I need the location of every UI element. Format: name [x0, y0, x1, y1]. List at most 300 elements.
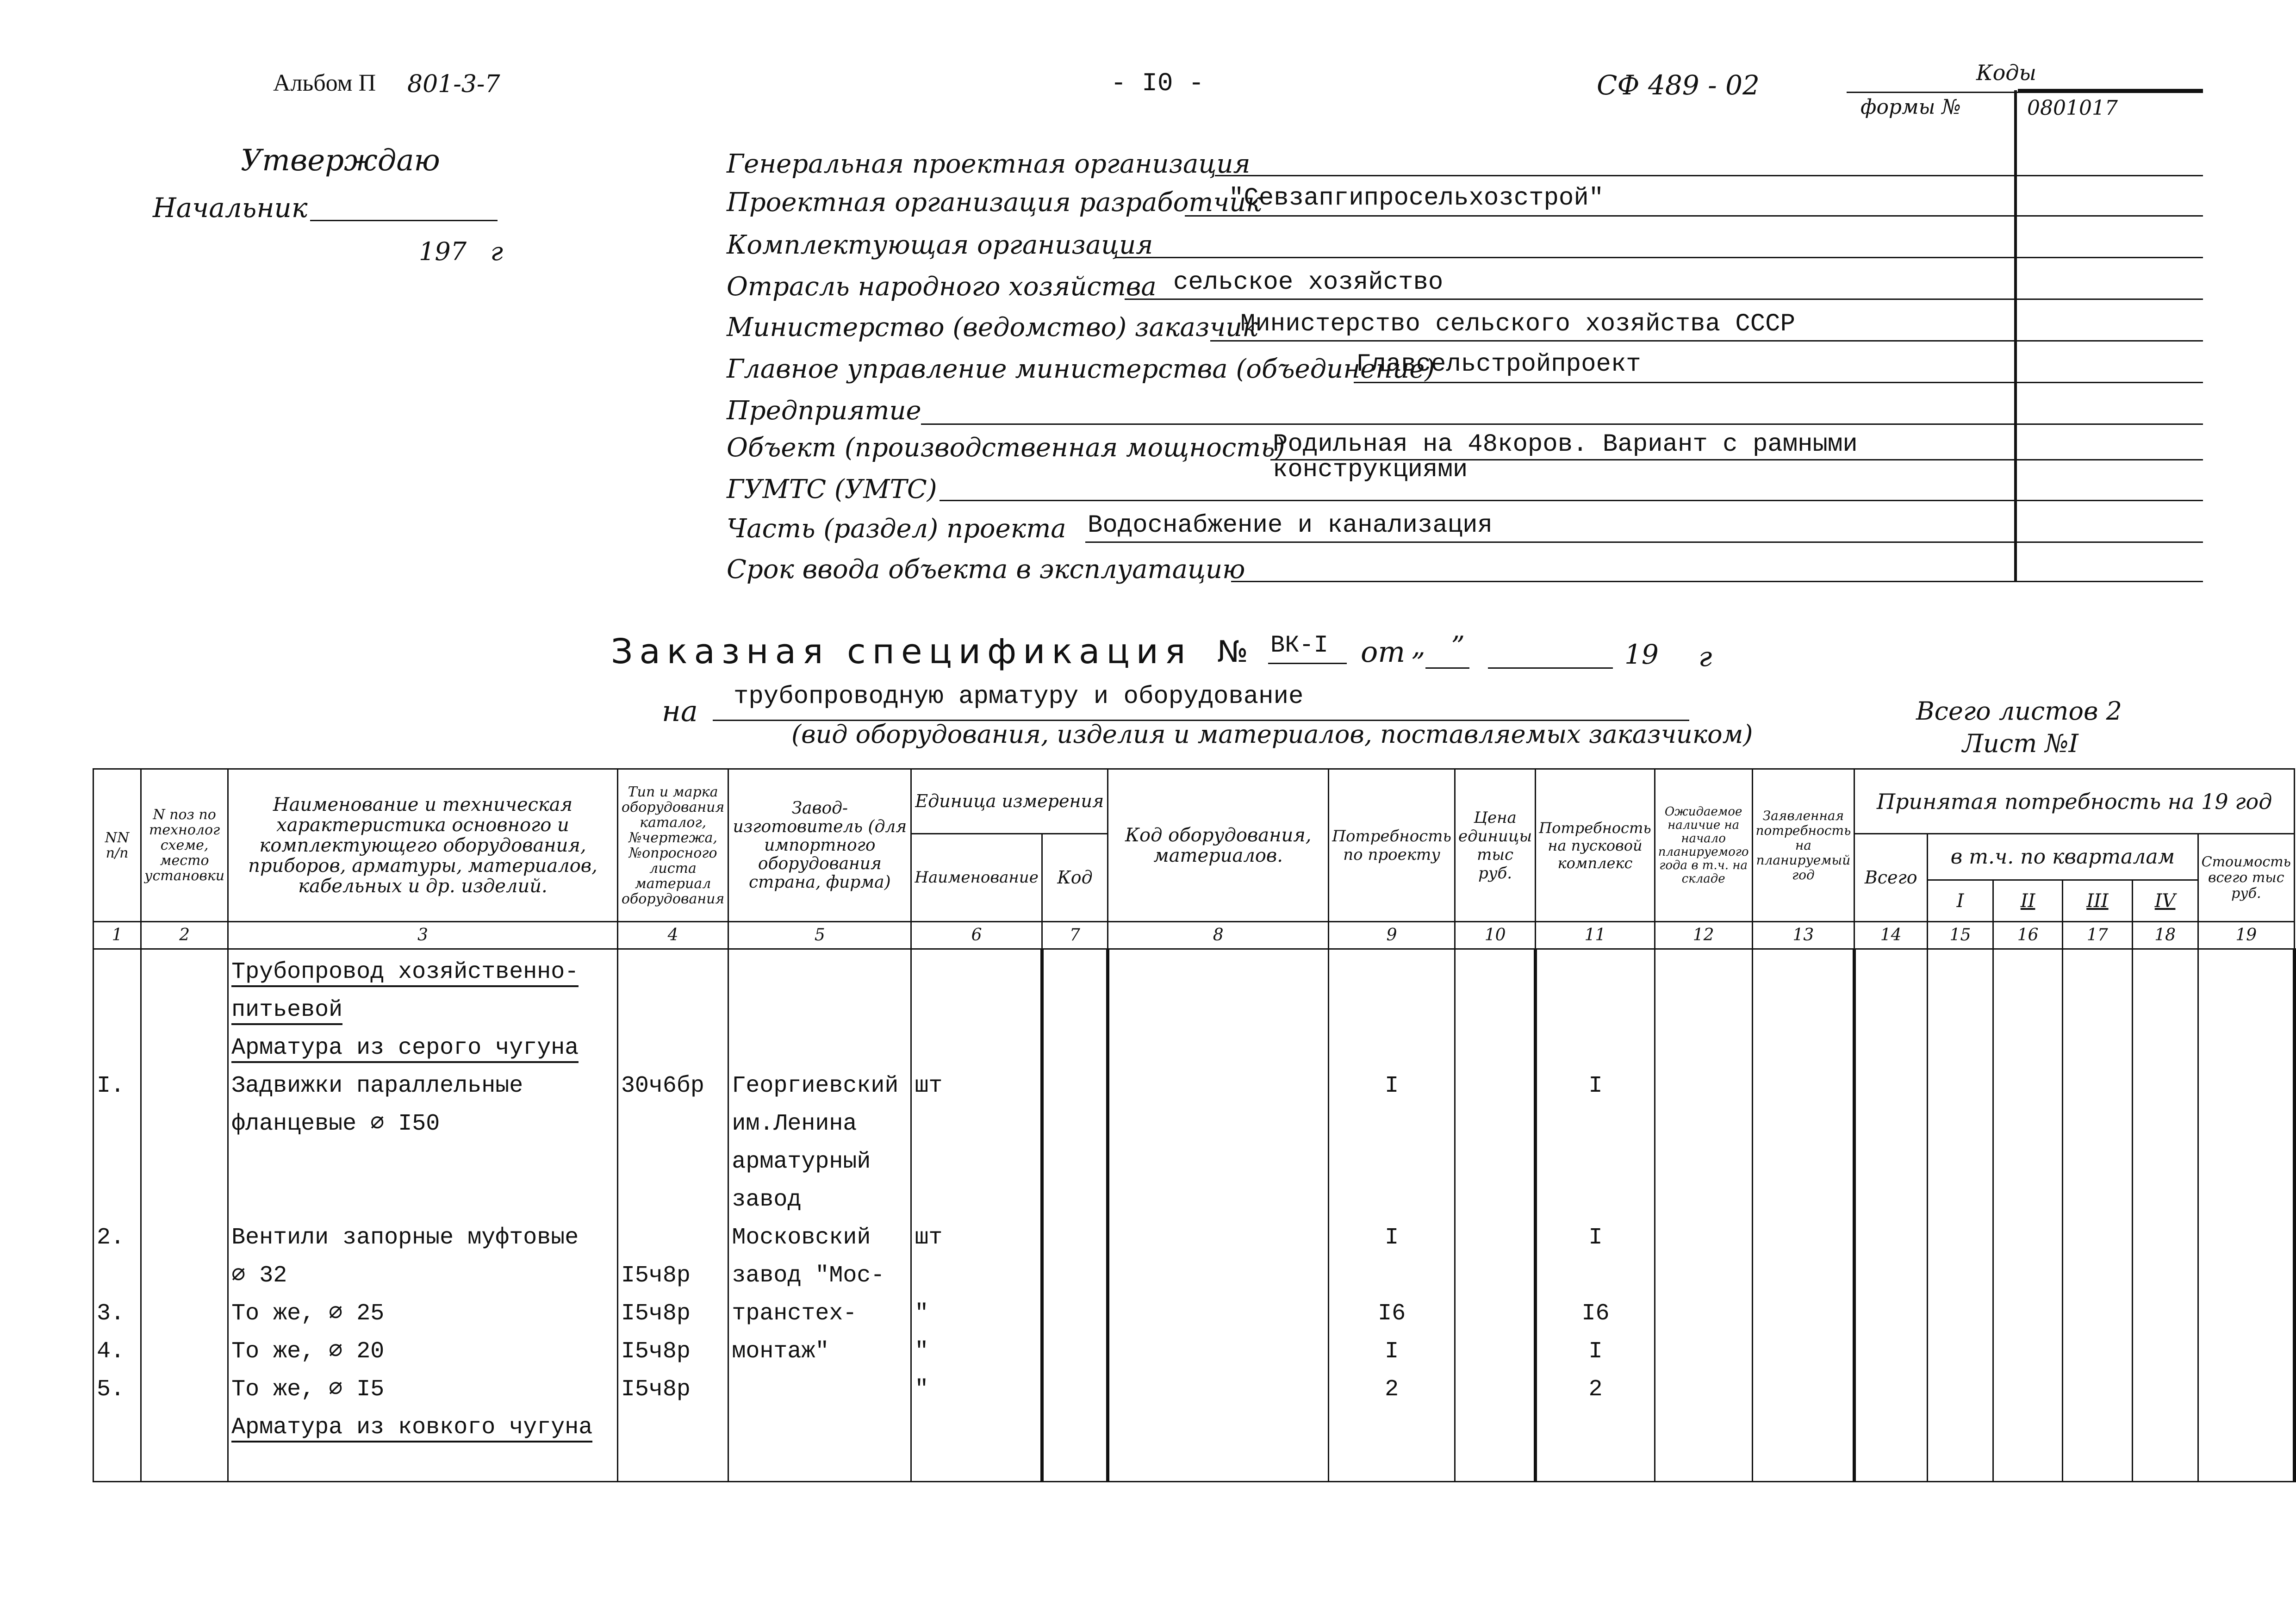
row-item-name: Задвижки параллельные: [228, 1063, 618, 1101]
row-position: [141, 1139, 228, 1177]
row-total: [1854, 1405, 1928, 1443]
row-q2: [1993, 1101, 2063, 1139]
row-cost: [2198, 1063, 2294, 1101]
row-equipment-code: [1108, 988, 1329, 1026]
col-header-price: Цена единицы тыс руб.: [1455, 769, 1535, 922]
field-line-gumts: [940, 500, 2203, 501]
row-unit-code: [1042, 1139, 1108, 1177]
row-q1: [1928, 1026, 1993, 1063]
row-item-name-text: питьевой: [231, 997, 342, 1025]
row-unit: [911, 1101, 1042, 1139]
row-type: I5ч8р: [617, 1329, 728, 1367]
album-label: Альбом П: [273, 70, 376, 96]
row-unit: ": [911, 1367, 1042, 1405]
field-label-enterprise: Предприятие: [727, 396, 921, 426]
row-cost: [2198, 1405, 2294, 1443]
row-q1: [1928, 1101, 1993, 1139]
row-type: [617, 1177, 728, 1215]
row-total: [1854, 1139, 1928, 1177]
row-unit: [911, 988, 1042, 1026]
row-need-project: I: [1329, 1063, 1455, 1101]
row-cost: [2198, 1367, 2294, 1405]
codes-line: [1847, 92, 2203, 93]
doc-code: СФ 489 - 02: [1597, 69, 1760, 101]
row-q4: [2132, 1101, 2198, 1139]
row-unit-code: [1042, 988, 1108, 1026]
row-q2: [1993, 1177, 2063, 1215]
row-q1: [1928, 1215, 1993, 1253]
field-label-supply-org: Комплектующая организация: [727, 230, 1153, 260]
row-item-name: [228, 1443, 618, 1482]
row-type: 30ч6бр: [617, 1063, 728, 1101]
field-line-design-org: [1185, 215, 2203, 217]
row-item-name-text: Арматура из серого чугуна: [231, 1035, 579, 1063]
col-number: 2: [141, 922, 228, 949]
col-header-name: Наименование и техническая характеристика основного и комплектующего оборудования, приборов, арматуры, материалов, кабельных и др. изделий.: [228, 769, 618, 922]
col-number: 16: [1993, 922, 2063, 949]
row-item-name: Вентили запорные муфтовые: [228, 1215, 618, 1253]
row-position: [141, 1215, 228, 1253]
col-number: 10: [1455, 922, 1535, 949]
col-header-q1: I: [1928, 880, 1993, 922]
col-number: 12: [1655, 922, 1752, 949]
row-expected-stock: [1655, 1063, 1752, 1101]
row-maker: [728, 1026, 911, 1063]
col-number: 7: [1042, 922, 1108, 949]
row-unit: [911, 1443, 1042, 1482]
row-q1: [1928, 1443, 1993, 1482]
row-position: [141, 1291, 228, 1329]
row-maker: [728, 988, 911, 1026]
field-value-industry: сельское хозяйство: [1173, 268, 1444, 297]
row-type: [617, 1026, 728, 1063]
row-expected-stock: [1655, 1405, 1752, 1443]
col-number: 19: [2198, 922, 2294, 949]
codes-title: Коды: [1976, 60, 2036, 85]
row-declared-need: [1752, 1177, 1854, 1215]
row-unit-code: [1042, 1443, 1108, 1482]
col-number: 4: [617, 922, 728, 949]
row-declared-need: [1752, 1101, 1854, 1139]
row-number: [93, 1177, 141, 1215]
row-expected-stock: [1655, 1215, 1752, 1253]
row-type: [617, 1139, 728, 1177]
spec-on: на: [662, 694, 698, 728]
row-q3: [2063, 1026, 2132, 1063]
row-need-start: I: [1536, 1063, 1655, 1101]
field-line-supply-org: [1115, 257, 2203, 258]
col-header-q2: II: [1993, 880, 2063, 922]
row-number: 2.: [93, 1215, 141, 1253]
row-q3: [2063, 1443, 2132, 1482]
row-unit-code: [1042, 1253, 1108, 1291]
table-row: [93, 1405, 2295, 1443]
row-need-start: [1536, 1101, 1655, 1139]
row-unit-code: [1042, 949, 1108, 988]
row-item-name-text: Арматура из ковкого чугуна: [231, 1414, 592, 1443]
row-q3: [2063, 1101, 2132, 1139]
page-number: - I0 -: [1111, 68, 1204, 98]
row-q2: [1993, 1329, 2063, 1367]
row-price: [1455, 1443, 1535, 1482]
row-equipment-code: [1108, 1291, 1329, 1329]
row-equipment-code: [1108, 949, 1329, 988]
col-number: 15: [1928, 922, 1993, 949]
table-row: [93, 1443, 2295, 1482]
row-q1: [1928, 949, 1993, 988]
row-number: [93, 1405, 141, 1443]
col-number: 18: [2132, 922, 2198, 949]
row-equipment-code: [1108, 1253, 1329, 1291]
row-number: [93, 1026, 141, 1063]
row-item-name: То же, ∅ I5: [228, 1367, 618, 1405]
specification-table: [93, 768, 2296, 1482]
field-line-main-directorate: [1354, 382, 2203, 383]
row-total: [1854, 1026, 1928, 1063]
row-type: I5ч8р: [617, 1253, 728, 1291]
field-label-project-part: Часть (раздел) проекта: [727, 514, 1066, 544]
row-q4: [2132, 1329, 2198, 1367]
field-label-design-org: Проектная организация разработчик: [727, 187, 1262, 218]
col-number: 5: [728, 922, 911, 949]
row-q3: [2063, 1177, 2132, 1215]
row-need-project: [1329, 1253, 1455, 1291]
row-cost: [2198, 1253, 2294, 1291]
row-unit-code: [1042, 1026, 1108, 1063]
row-maker: им.Ленина: [728, 1101, 911, 1139]
table-row: [93, 949, 2295, 988]
row-equipment-code: [1108, 1443, 1329, 1482]
row-price: [1455, 1329, 1535, 1367]
row-price: [1455, 1177, 1535, 1215]
row-number: 5.: [93, 1367, 141, 1405]
spec-year-suffix: г: [1699, 641, 1712, 672]
row-need-start: [1536, 1026, 1655, 1063]
col-number: 1: [93, 922, 141, 949]
field-label-ministry: Министерство (ведомство) заказчик: [727, 312, 1258, 342]
row-cost: [2198, 1101, 2294, 1139]
row-unit-code: [1042, 1291, 1108, 1329]
row-price: [1455, 1063, 1535, 1101]
row-declared-need: [1752, 1367, 1854, 1405]
row-need-project: [1329, 1405, 1455, 1443]
row-item-name-text: Трубопровод хозяйственно-: [231, 959, 579, 987]
row-q3: [2063, 988, 2132, 1026]
row-type: [617, 1215, 728, 1253]
row-equipment-code: [1108, 1329, 1329, 1367]
row-number: [93, 1101, 141, 1139]
row-maker: Московский: [728, 1215, 911, 1253]
row-q3: [2063, 1215, 2132, 1253]
row-need-project: 2: [1329, 1367, 1455, 1405]
row-cost: [2198, 1177, 2294, 1215]
row-q4: [2132, 1139, 2198, 1177]
row-position: [141, 988, 228, 1026]
row-q1: [1928, 1367, 1993, 1405]
row-unit-code: [1042, 1367, 1108, 1405]
row-equipment-code: [1108, 1177, 1329, 1215]
chief-signature-line: [310, 220, 498, 221]
row-unit-code: [1042, 1063, 1108, 1101]
col-header-accepted-need: Принятая потребность на 19 год: [1854, 769, 2295, 834]
field-label-main-directorate: Главное управление министерства (объединение): [727, 354, 1435, 384]
field-value-object: Родильная на 48коров. Вариант с рамными: [1273, 430, 1858, 459]
row-q3: [2063, 1253, 2132, 1291]
row-need-start: 2: [1536, 1367, 1655, 1405]
col-header-maker: Завод-изготовитель (для импортного оборудования страна, фирма): [728, 769, 911, 922]
table-row: [93, 1291, 2295, 1329]
row-price: [1455, 1367, 1535, 1405]
table-row: [93, 1063, 2295, 1101]
row-q1: [1928, 1405, 1993, 1443]
col-header-type: Тип и марка оборудования каталог, №чертежа, №опросного листа материал оборудования: [617, 769, 728, 922]
row-expected-stock: [1655, 1291, 1752, 1329]
row-q3: [2063, 949, 2132, 988]
spec-subject: трубопроводную арматуру и оборудование: [734, 683, 1304, 711]
table-row: [93, 988, 2295, 1026]
row-need-project: [1329, 1101, 1455, 1139]
row-maker: арматурный: [728, 1139, 911, 1177]
row-need-start: [1536, 1177, 1655, 1215]
row-price: [1455, 1253, 1535, 1291]
col-header-declared-need: Заявленная потребность на планируемый год: [1752, 769, 1854, 922]
row-cost: [2198, 1443, 2294, 1482]
table-row: [93, 1367, 2295, 1405]
table-row: [93, 1101, 2295, 1139]
row-position: [141, 1405, 228, 1443]
row-cost: [2198, 1329, 2294, 1367]
row-equipment-code: [1108, 1405, 1329, 1443]
row-total: [1854, 1291, 1928, 1329]
row-q4: [2132, 1215, 2198, 1253]
row-expected-stock: [1655, 1443, 1752, 1482]
row-declared-need: [1752, 1291, 1854, 1329]
spec-date-quotes: „ ”: [1412, 630, 1465, 662]
row-equipment-code: [1108, 1101, 1329, 1139]
row-equipment-code: [1108, 1063, 1329, 1101]
row-unit: [911, 1139, 1042, 1177]
col-header-q3: III: [2063, 880, 2132, 922]
row-q3: [2063, 1063, 2132, 1101]
row-type: [617, 988, 728, 1026]
row-q1: [1928, 1139, 1993, 1177]
row-expected-stock: [1655, 949, 1752, 988]
row-q4: [2132, 1177, 2198, 1215]
chief-label: Начальник: [153, 192, 308, 224]
row-expected-stock: [1655, 988, 1752, 1026]
field-line-general-org: [1215, 175, 2203, 176]
sheet-number: Лист №I: [1962, 729, 2078, 758]
row-price: [1455, 1405, 1535, 1443]
row-q4: [2132, 949, 2198, 988]
field-value-ministry: Министерство сельского хозяйства СССР: [1240, 310, 1795, 338]
row-declared-need: [1752, 949, 1854, 988]
field-value-project-part: Водоснабжение и канализация: [1088, 511, 1493, 540]
col-number: 17: [2063, 922, 2132, 949]
row-need-start: I: [1536, 1215, 1655, 1253]
row-declared-need: [1752, 1063, 1854, 1101]
field-label-commissioning: Срок ввода объекта в эксплуатацию: [727, 554, 1245, 585]
codes-top-border: [2018, 89, 2203, 92]
field-line-project-part: [1085, 541, 2203, 543]
row-q2: [1993, 1139, 2063, 1177]
row-total: [1854, 1253, 1928, 1291]
row-need-start: [1536, 988, 1655, 1026]
row-position: [141, 1026, 228, 1063]
row-q2: [1993, 1443, 2063, 1482]
row-cost: [2198, 1026, 2294, 1063]
col-header-cost: Стоимость всего тыс руб.: [2198, 834, 2294, 922]
row-type: [617, 949, 728, 988]
row-price: [1455, 1215, 1535, 1253]
row-expected-stock: [1655, 1367, 1752, 1405]
field-value-design-org: "Севзапгипросельхозстрой": [1229, 184, 1604, 212]
row-maker: [728, 949, 911, 988]
row-maker: [728, 1367, 911, 1405]
row-need-project: [1329, 1177, 1455, 1215]
row-declared-need: [1752, 1215, 1854, 1253]
col-number: 8: [1108, 922, 1329, 949]
row-position: [141, 1177, 228, 1215]
col-number: 11: [1536, 922, 1655, 949]
spec-title: Заказная спецификация: [611, 632, 1192, 672]
row-q1: [1928, 1177, 1993, 1215]
row-unit: [911, 1253, 1042, 1291]
field-label-gumts: ГУМТС (УМТС): [727, 474, 937, 504]
row-q4: [2132, 988, 2198, 1026]
row-unit-code: [1042, 1405, 1108, 1443]
row-declared-need: [1752, 1443, 1854, 1482]
row-q4: [2132, 1253, 2198, 1291]
row-declared-need: [1752, 1139, 1854, 1177]
row-total: [1854, 1215, 1928, 1253]
row-q2: [1993, 988, 2063, 1026]
row-item-name: фланцевые ∅ I50: [228, 1101, 618, 1139]
row-need-start: [1536, 949, 1655, 988]
row-total: [1854, 949, 1928, 988]
row-position: [141, 1367, 228, 1405]
row-number: I.: [93, 1063, 141, 1101]
col-number: 3: [228, 922, 618, 949]
row-item-name: То же, ∅ 25: [228, 1291, 618, 1329]
row-unit-code: [1042, 1215, 1108, 1253]
row-total: [1854, 1329, 1928, 1367]
row-item-name: [228, 1139, 618, 1177]
row-total: [1854, 1367, 1928, 1405]
row-unit-code: [1042, 1101, 1108, 1139]
col-number: 6: [911, 922, 1042, 949]
row-price: [1455, 1139, 1535, 1177]
row-position: [141, 1443, 228, 1482]
row-q1: [1928, 1063, 1993, 1101]
row-need-start: [1536, 1253, 1655, 1291]
row-unit: ": [911, 1329, 1042, 1367]
row-type: [617, 1101, 728, 1139]
row-q2: [1993, 1026, 2063, 1063]
row-item-name: [228, 988, 618, 1026]
row-q1: [1928, 1291, 1993, 1329]
row-item-name: ∅ 32: [228, 1253, 618, 1291]
row-expected-stock: [1655, 1177, 1752, 1215]
col-header-nn: NN п/п: [93, 769, 141, 922]
row-cost: [2198, 1291, 2294, 1329]
row-need-project: [1329, 949, 1455, 988]
row-maker: монтаж": [728, 1329, 911, 1367]
row-unit: шт: [911, 1215, 1042, 1253]
codes-vertical-border: [2014, 90, 2017, 581]
spec-number-line: [1268, 663, 1347, 664]
table-row: [93, 1215, 2295, 1253]
row-item-name: [228, 1177, 618, 1215]
row-maker: [728, 1443, 911, 1482]
row-number: [93, 1139, 141, 1177]
field-line-industry: [1125, 298, 2203, 300]
row-type: [617, 1405, 728, 1443]
row-unit-code: [1042, 1329, 1108, 1367]
row-item-name: То же, ∅ 20: [228, 1329, 618, 1367]
row-declared-need: [1752, 1253, 1854, 1291]
row-q1: [1928, 988, 1993, 1026]
row-cost: [2198, 1139, 2294, 1177]
row-maker: Георгиевский: [728, 1063, 911, 1101]
col-header-need-project: Потребность по проекту: [1329, 769, 1455, 922]
row-total: [1854, 1101, 1928, 1139]
col-header-unit-name: Наименование: [911, 834, 1042, 922]
spec-month-line: [1488, 667, 1613, 669]
row-q4: [2132, 1367, 2198, 1405]
col-header-unit-group: Единица измерения: [911, 769, 1108, 834]
row-q4: [2132, 1443, 2198, 1482]
field-value-main-directorate: Главсельстройпроект: [1356, 350, 1641, 379]
field-line-ministry: [1210, 340, 2203, 342]
approve-label: Утверждаю: [241, 143, 440, 178]
row-unit: ": [911, 1291, 1042, 1329]
row-total: [1854, 1063, 1928, 1101]
col-header-position: N поз по технолог схеме, место установки: [141, 769, 228, 922]
row-total: [1854, 1443, 1928, 1482]
row-expected-stock: [1655, 1253, 1752, 1291]
row-equipment-code: [1108, 1215, 1329, 1253]
row-price: [1455, 988, 1535, 1026]
row-need-project: I: [1329, 1329, 1455, 1367]
row-maker: завод: [728, 1177, 911, 1215]
row-unit: [911, 1177, 1042, 1215]
row-number: [93, 988, 141, 1026]
row-unit: шт: [911, 1063, 1042, 1101]
row-q4: [2132, 1405, 2198, 1443]
table-row: [93, 1139, 2295, 1177]
spec-subject-hint: (вид оборудования, изделия и материалов, поставляемых заказчиком): [791, 720, 1753, 749]
row-number: [93, 1443, 141, 1482]
col-number: 14: [1854, 922, 1928, 949]
field-label-general-org: Генеральная проектная организация: [727, 149, 1251, 179]
row-need-project: I: [1329, 1215, 1455, 1253]
field-value-object-line2: конструкциями: [1273, 456, 1468, 484]
col-header-quarters: в т.ч. по кварталам: [1928, 834, 2198, 880]
approval-year: 197 г: [419, 237, 503, 266]
row-expected-stock: [1655, 1139, 1752, 1177]
table-row: [93, 1253, 2295, 1291]
row-maker: транстех-: [728, 1291, 911, 1329]
row-declared-need: [1752, 988, 1854, 1026]
row-declared-need: [1752, 1026, 1854, 1063]
col-header-q4: IV: [2132, 880, 2198, 922]
row-q3: [2063, 1367, 2132, 1405]
row-need-project: I6: [1329, 1291, 1455, 1329]
row-unit: [911, 949, 1042, 988]
col-header-total: Всего: [1854, 834, 1928, 922]
row-position: [141, 1063, 228, 1101]
